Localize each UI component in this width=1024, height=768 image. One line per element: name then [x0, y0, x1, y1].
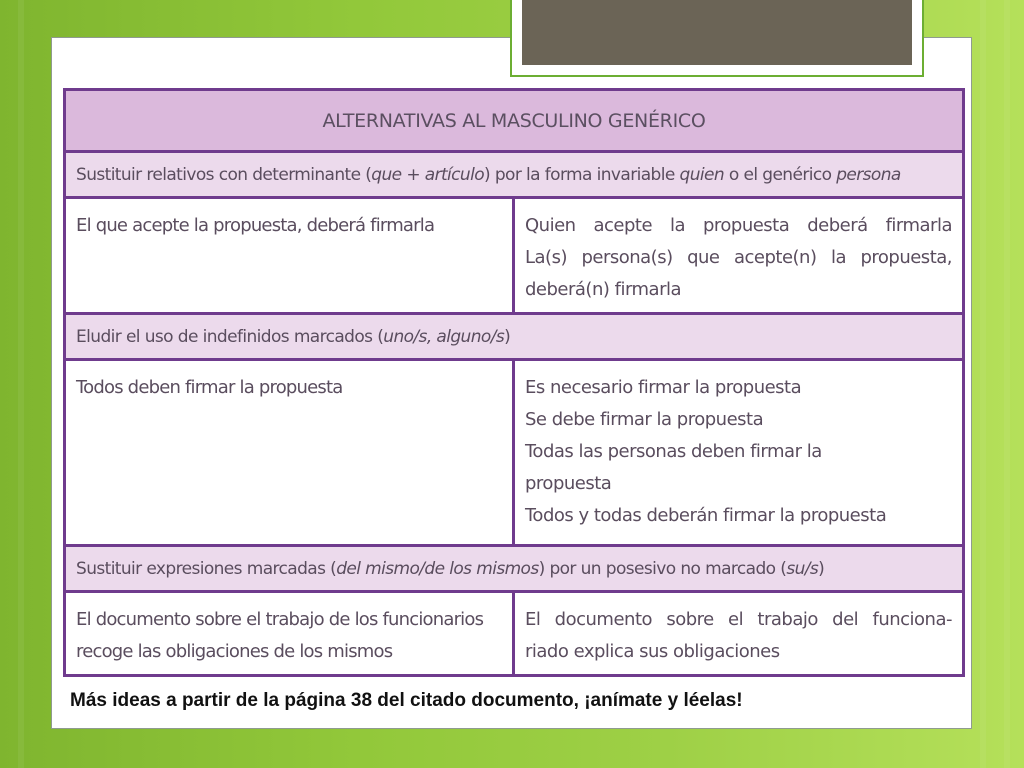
footer-note: Más ideas a partir de la página 38 del citado documento, ¡anímate y léelas! — [70, 690, 743, 711]
example-alternative-relatives: Quien acepte la propuesta deberá firmarla La(s) persona(s) que acepte(n) la propuesta, deberá(n) firmarla — [514, 198, 964, 314]
section-title-expressions: Sustituir expresiones marcadas (del mismo/de los mismos) por un posesivo no marcado (su/s) — [65, 546, 964, 592]
title-placeholder-fill — [522, 0, 912, 65]
table-header: ALTERNATIVAS AL MASCULINO GENÉRICO — [65, 90, 964, 152]
slide-title-placeholder — [510, 0, 924, 77]
section-title-indefinites: Eludir el uso de indefinidos marcados (uno/s, alguno/s) — [65, 314, 964, 360]
section-title-relatives: Sustituir relativos con determinante (que + artículo) por la forma invariable quien o el genérico persona — [65, 152, 964, 198]
example-alternative-expressions: El documento sobre el trabajo del funciona- riado explica sus obligaciones — [514, 592, 964, 676]
example-masculine-relatives: El que acepte la propuesta, deberá firmarla — [65, 198, 514, 314]
example-masculine-indefinites: Todos deben firmar la propuesta — [65, 360, 514, 546]
alternatives-table — [63, 88, 965, 677]
example-masculine-expressions: El documento sobre el trabajo de los funcionarios recoge las obligaciones de los mismos — [65, 592, 514, 676]
example-alternative-indefinites: Es necesario firmar la propuesta Se debe firmar la propuesta Todas las personas deben firmar la propuesta Todos y todas deberán firmar la propuesta — [514, 360, 964, 546]
